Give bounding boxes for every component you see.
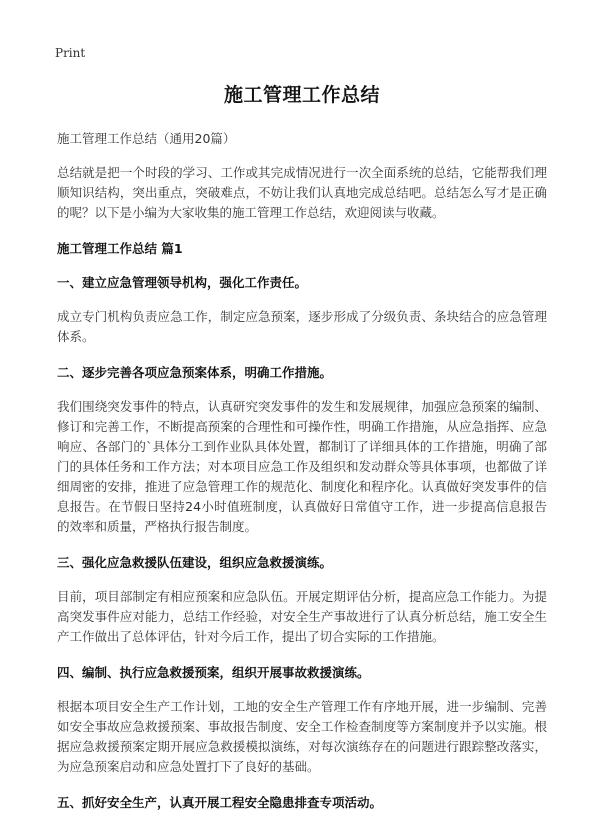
section-paragraph: 目前，项目部制定有相应预案和应急队伍。开展定期评估分析，提高应急工作能力。为提高突发事件应对能力，总结工作经验，对安全生产事故进行了认真分析总结，施工安全生产工作做出了总体评估，针对今后工作，提出了切合实际的工作措施。 <box>57 589 547 644</box>
section-heading: 一、建立应急管理领导机构，强化工作责任。 <box>57 275 308 290</box>
intro-paragraph: 总结就是把一个时段的学习、工作或其完成情况进行一次全面系统的总结，它能帮我们理顺知识结构，突出重点，突破难点，不妨让我们认真地完成总结吧。总结怎么写才是正确的呢？以下是小编为大家收集的施工管理工作总结，欢迎阅读与收藏。 <box>57 165 547 220</box>
section-paragraph: 根据本项目安全生产工作计划，工地的安全生产管理工作有序地开展，进一步编制、完善如安全事故应急救援预案、事故报告制度、安全工作检查制度等方案制度并予以实施。根据应急救援预案定期开展应急救援模拟演练，对每次演练存在的问题进行跟踪整改落实，为应急预案启动和应急处置打下了良好的基础。 <box>57 699 547 774</box>
document-title: 施工管理工作总结 <box>223 84 380 106</box>
section-paragraph: 成立专门机构负责应急工作，制定应急预案，逐步形成了分级负责、条块结合的应急管理体系。 <box>57 309 547 344</box>
document <box>57 80 547 827</box>
section-heading: 五、抓好安全生产，认真开展工程安全隐患排查专项活动。 <box>57 795 383 810</box>
section-heading: 二、逐步完善各项应急预案体系，明确工作措施。 <box>57 365 333 380</box>
section-paragraph: 我们围绕突发事件的特点，认真研究突发事件的发生和发展规律，加强应急预案的编制、修订和完善工作，不断提高预案的合理性和可操作性，明确工作措施，从应急指挥、应急响应、各部门的`具体分工到作业队具体处置，都制订了详细具体的工作措施，明确了部门的具体任务和工作方法；对本项目应急工作及组织和发动群众等具体事项，也都做了详细周密的安排，推进了应急管理工作的规范化、制度化和程序化。认真做好突发事件的信息报告。在节假日坚持24小时值班制度，认真做好日常值守工作，进一步提高信息报告的效率和质量，严格执行报告制度。 <box>57 399 547 534</box>
part-title: 施工管理工作总结 篇1 <box>57 241 183 256</box>
section-heading: 四、编制、执行应急救援预案，组织开展事故救援演练。 <box>57 665 370 680</box>
print-link[interactable]: Print <box>55 46 86 60</box>
section-heading: 三、强化应急救援队伍建设，组织应急救援演练。 <box>57 555 333 570</box>
document-subtitle: 施工管理工作总结（通用20篇） <box>57 131 236 146</box>
